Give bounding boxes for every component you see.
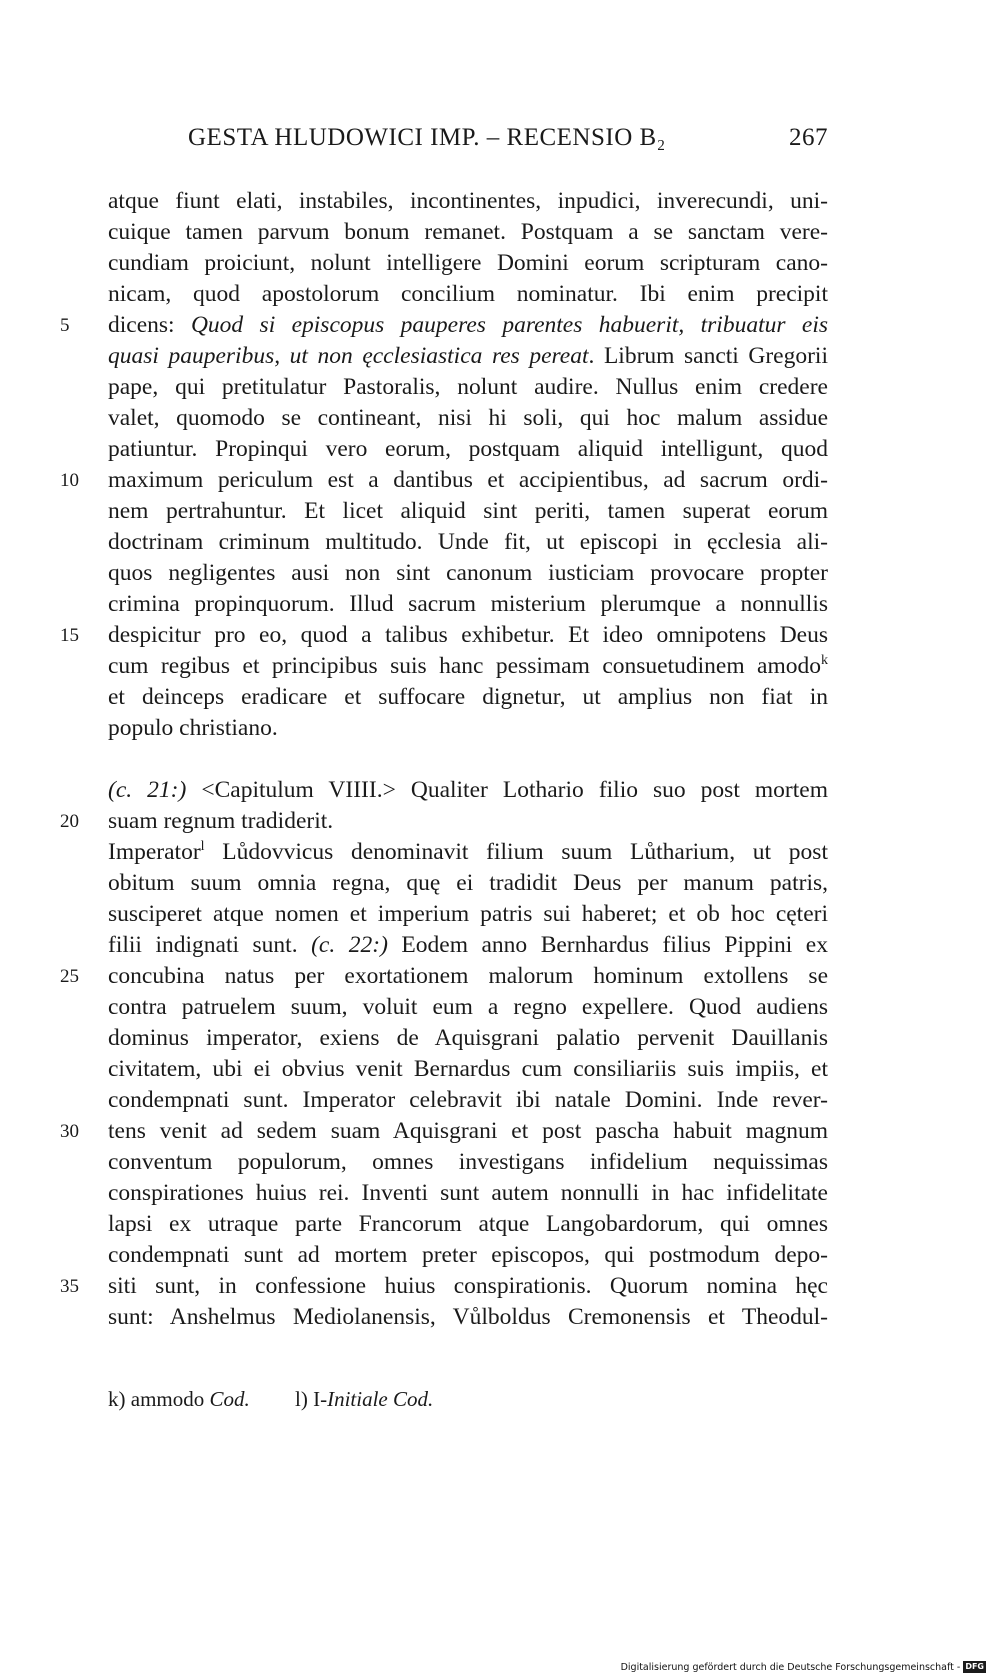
text-line: Imperator$^l$ Lůdovvicus denominavit filium suum Lůtharium, ut post [108,839,828,865]
text-line: dominus imperator, exiens de Aquisgrani palatio pervenit Dauillanis [108,1025,828,1051]
line-number: 10 [60,470,79,491]
text-line: condempnati sunt. Imperator celebravit ibi natale Domini. Inde rever- [108,1087,828,1113]
text-line: cundiam proiciunt, nolunt intelligere Domini eorum scripturam cano- [108,250,828,276]
line-number: 5 [60,315,70,336]
text-line: nem pertrahuntur. Et licet aliquid sint periti, tamen superat eorum [108,498,828,524]
text-line: pape, qui pretitulatur Pastoralis, nolunt audire. Nullus enim credere [108,374,828,400]
credit-text: Digitalisierung gefördert durch die Deutsche Forschungsgemeinschaft - [620,1661,961,1673]
text-line: tens venit ad sedem suam Aquisgrani et post pascha habuit magnum [108,1118,828,1144]
line-number: 30 [60,1121,79,1142]
text-line: populo christiano. [108,715,278,741]
text-line: (c. 21:) <Capitulum VIIII.> Qualiter Lothario filio suo post mortem [108,777,828,803]
footnote-k: k) ammodo Cod. [108,1387,250,1411]
text-line: concubina natus per exortationem malorum hominum extollens se [108,963,828,989]
digitization-credit [621,1660,986,1674]
text-line: condempnati sunt ad mortem preter episcopos, qui postmodum depo- [108,1242,828,1268]
running-title: GESTA HLUDOWICI IMP. – RECENSIO B₂ [188,124,666,151]
text-line: atque fiunt elati, instabiles, incontinentes, inpudici, inverecundi, uni- [108,188,828,214]
text-line: et deinceps eradicare et suffocare dignetur, ut amplius non fiat in [108,684,828,710]
text-line: nicam, quod apostolorum concilium nominatur. Ibi enim precipit [108,281,828,307]
text-line: cum regibus et principibus suis hanc pessimam consuetudinem amodo$^k$ [108,653,828,679]
text-line: cuique tamen parvum bonum remanet. Postquam a se sanctam vere- [108,219,828,245]
line-number: 20 [60,811,79,832]
dfg-logo: DFG [965,1662,984,1671]
text-line: quasi pauperibus, ut non ęcclesiastica res pereat. Librum sancti Gregorii [108,343,828,369]
line-number: 25 [60,966,79,987]
text-line: civitatem, ubi ei obvius venit Bernardus cum consiliariis suis impiis, et [108,1056,828,1082]
text-line: doctrinam criminum multitudo. Unde fit, ut episcopi in ęcclesia ali- [108,529,828,555]
text-line: siti sunt, in confessione huius conspirationis. Quorum nomina hęc [108,1273,828,1299]
text-line: conspirationes huius rei. Inventi sunt autem nonnulli in hac infidelitate [108,1180,828,1206]
footnotes [108,1384,828,1414]
text-line: sunt: Anshelmus Mediolanensis, Vůlboldus Cremonensis et Theodul- [108,1304,828,1330]
text-line: dicens: Quod si episcopus pauperes parentes habuerit, tribuatur eis [108,312,828,338]
text-line: quos negligentes ausi non sint canonum iusticiam provocare propter [108,560,828,586]
text-line: susciperet atque nomen et imperium patris sui haberet; et ob hoc cęteri [108,901,828,927]
page-number: 267 [789,124,828,151]
text-line: patiuntur. Propinqui vero eorum, postquam aliquid intelligunt, quod [108,436,828,462]
text-line: contra patruelem suum, voluit eum a regno expellere. Quod audiens [108,994,828,1020]
page-header [108,124,828,160]
text-line: maximum periculum est a dantibus et accipientibus, ad sacrum ordi- [108,467,828,493]
text-line: obitum suum omnia regna, quę ei tradidit Deus per manum patris, [108,870,828,896]
footnote-l: l) I-Initiale Cod. [295,1387,434,1411]
text-line: despicitur pro eo, quod a talibus exhibetur. Et ideo omnipotens Deus [108,622,828,648]
line-number: 35 [60,1276,79,1297]
text-line: lapsi ex utraque parte Francorum atque Langobardorum, qui omnes [108,1211,828,1237]
text-line: filii indignati sunt. (c. 22:) Eodem anno Bernhardus filius Pippini ex [108,932,828,958]
text-line: suam regnum tradiderit. [108,808,334,834]
text-line: valet, quomodo se contineant, nisi hi soli, qui hoc malum assidue [108,405,828,431]
text-line: conventum populorum, omnes investigans infidelium nequissimas [108,1149,828,1175]
line-number: 15 [60,625,79,646]
text-line: crimina propinquorum. Illud sacrum misterium plerumque a nonnullis [108,591,828,617]
